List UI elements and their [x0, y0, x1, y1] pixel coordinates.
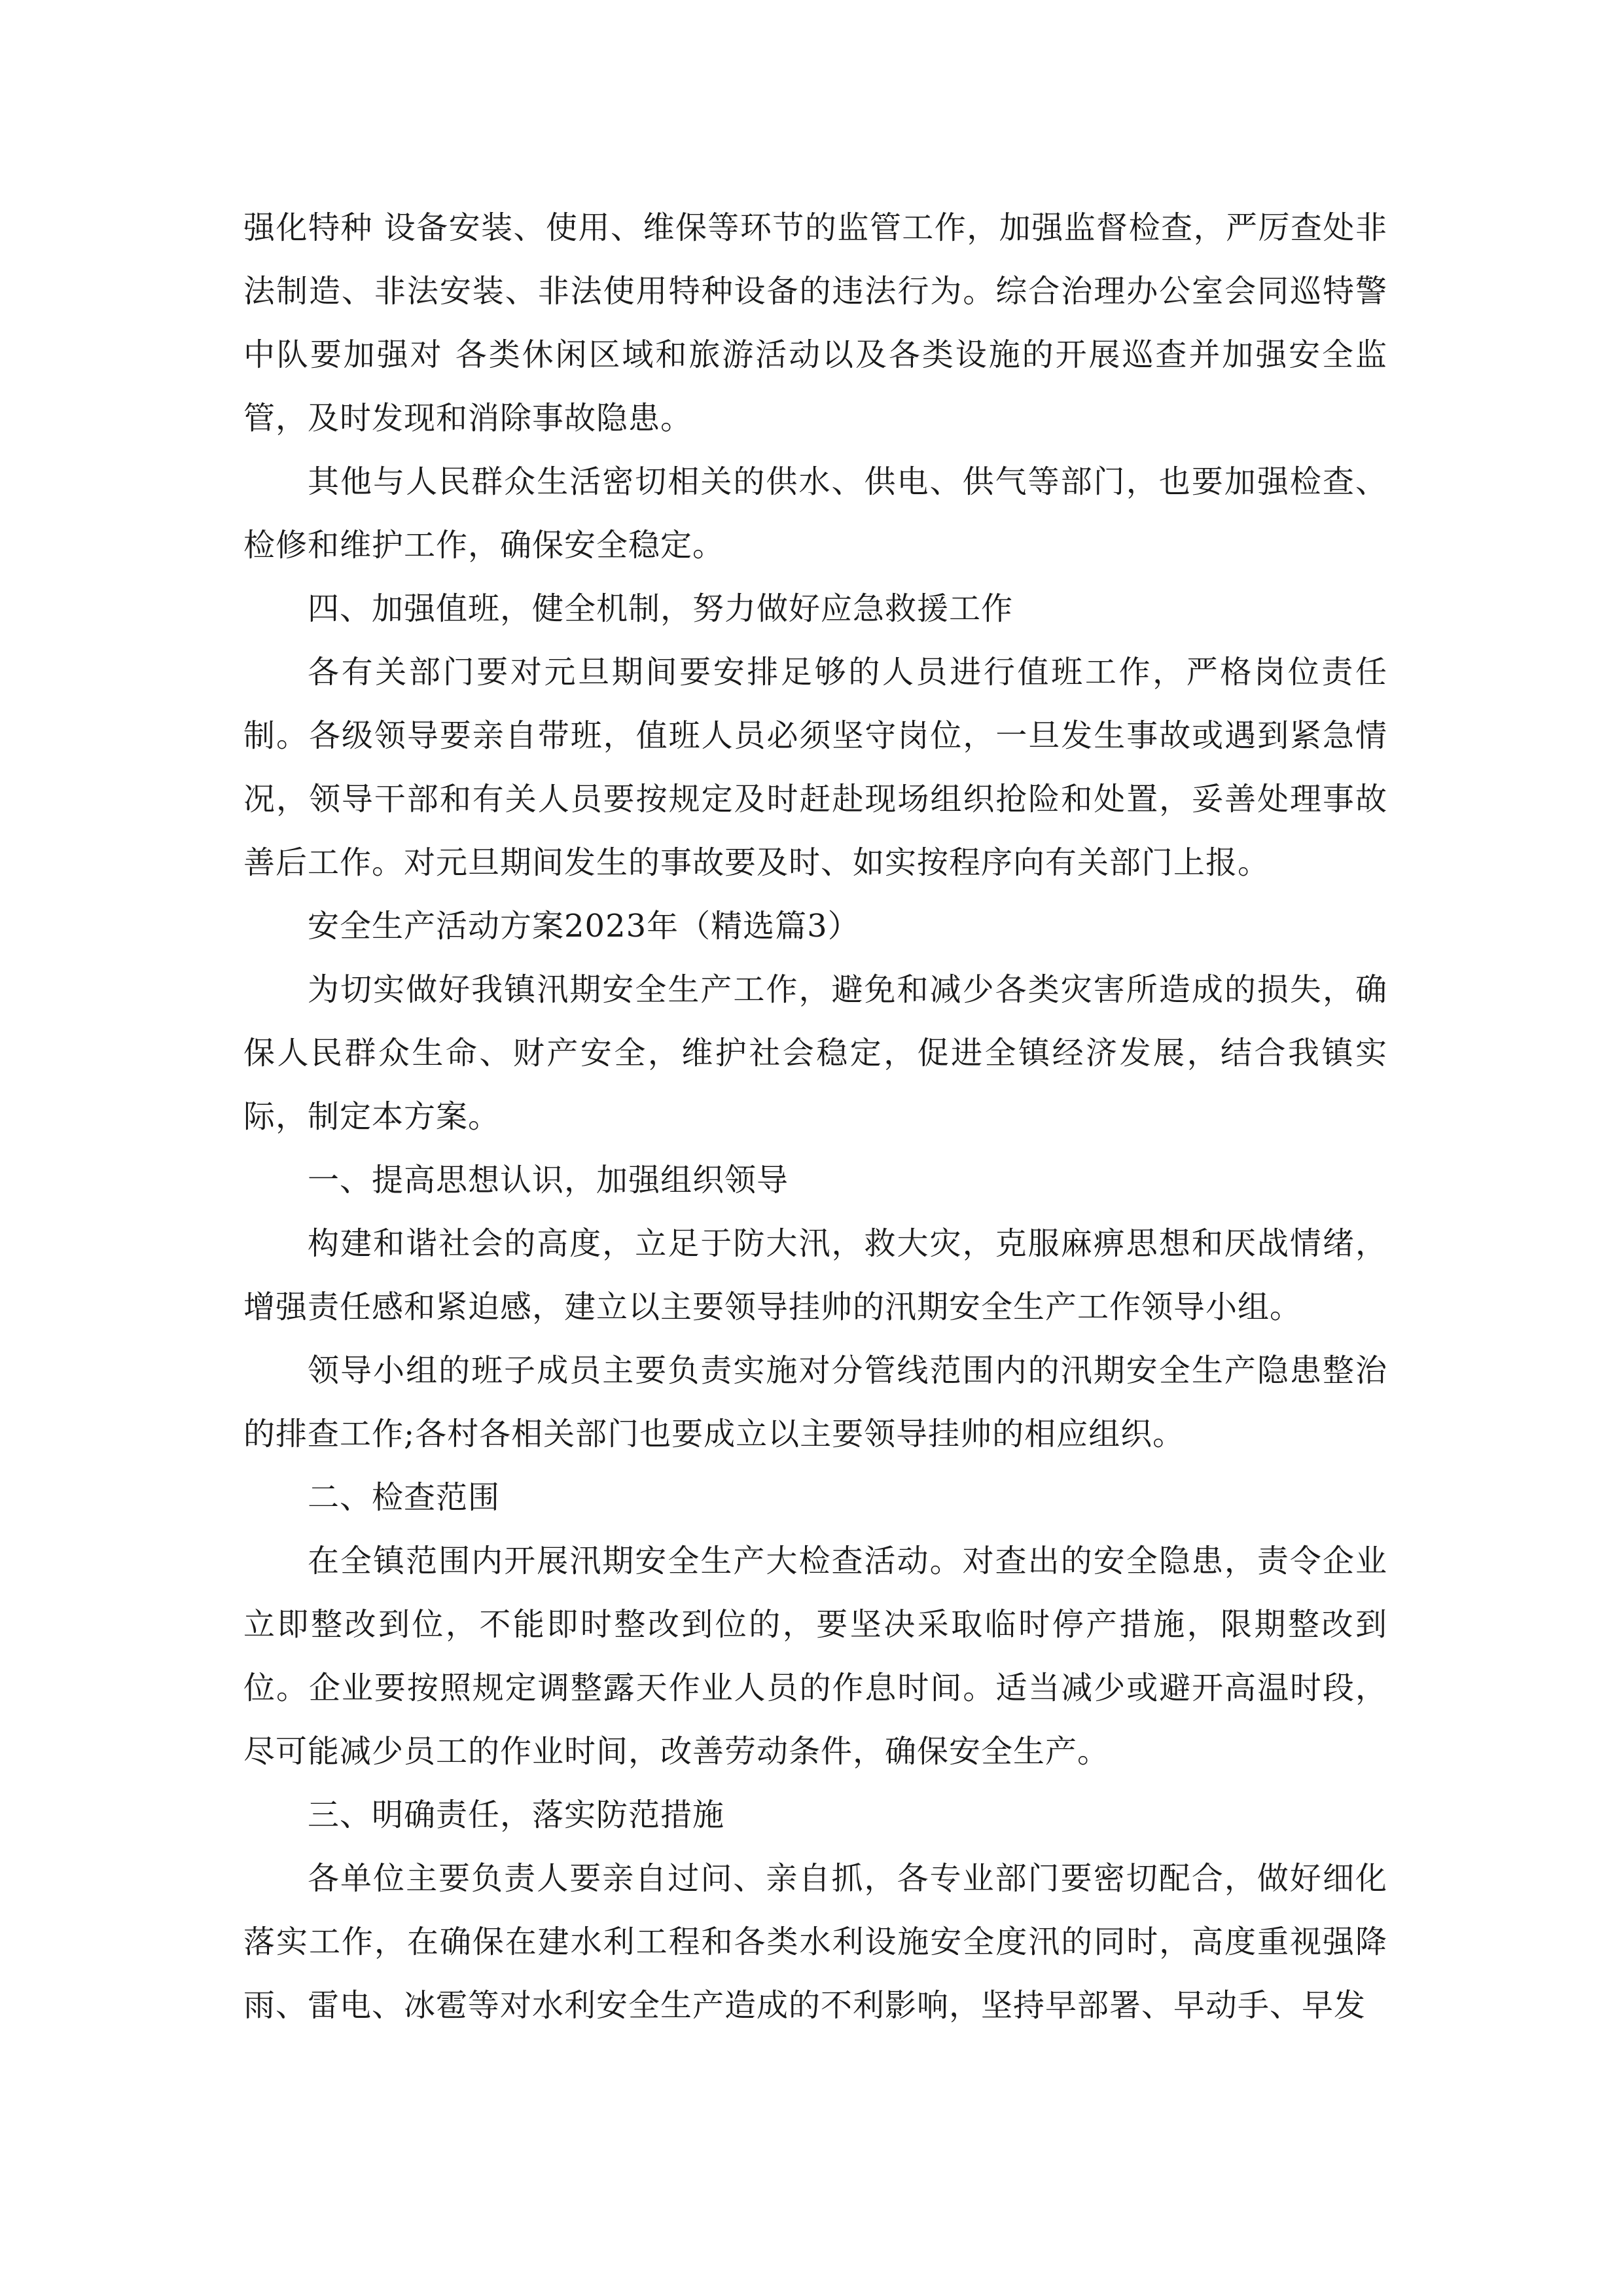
paragraph-special-equipment: 强化特种 设备安装、使用、维保等环节的监管工作，加强监督检查，严厉查处非法制造、非法安装、非法使用特种设备的违法行为。综合治理办公室会同巡特警中队要加强对 各类休闲区域和旅游活动以及各类设施的开展巡查并加强安全监管，及时发现和消除事故隐患。: [243, 209, 1387, 437]
paragraph-inspection-scope: 在全镇范围内开展汛期安全生产大检查活动。对查出的安全隐患，责令企业立即整改到位，不能即时整改到位的，要坚决采取临时停产措施，限期整改到位。企业要按照规定调整露天作业人员的作息时间。适当减少或避开高温时段，尽可能减少员工的作业时间，改善劳动条件，确保安全生产。: [243, 1543, 1387, 1770]
paragraph-leadership-group: 领导小组的班子成员主要负责实施对分管线范围内的汛期安全生产隐患整治的排查工作;各村各相关部门也要成立以主要领导挂帅的相应组织。: [243, 1352, 1387, 1452]
paragraph-duty-roster: 各有关部门要对元旦期间要安排足够的人员进行值班工作，严格岗位责任制。各级领导要亲自带班，值班人员必须坚守岗位，一旦发生事故或遇到紧急情况，领导干部和有关人员要按规定及时赶赴现场组织抢险和处置，妥善处理事故善后工作。对元旦期间发生的事故要及时、如实按程序向有关部门上报。: [243, 654, 1387, 881]
paragraph-utilities: 其他与人民群众生活密切相关的供水、供电、供气等部门，也要加强检查、检修和维护工作，确保安全稳定。: [243, 463, 1387, 564]
paragraph-responsibilities: 各单位主要负责人要亲自过问、亲自抓，各专业部门要密切配合，做好细化落实工作，在确保在建水利工程和各类水利设施安全度汛的同时，高度重视强降雨、雷电、冰雹等对水利安全生产造成的不利影响，坚持早部署、早动手、早发: [243, 1860, 1387, 2024]
heading-section-2: 二、检查范围: [308, 1479, 501, 1516]
document-body: [243, 196, 1387, 2037]
heading-section-1: 一、提高思想认识，加强组织领导: [308, 1162, 789, 1198]
heading-section-3: 三、明确责任，落实防范措施: [308, 1797, 725, 1833]
paragraph-intro: 为切实做好我镇汛期安全生产工作，避免和减少各类灾害所造成的损失，确保人民群众生命、财产安全，维护社会稳定，促进全镇经济发展，结合我镇实际，制定本方案。: [243, 971, 1387, 1135]
heading-section-4: 四、加强值班，健全机制，努力做好应急救援工作: [308, 590, 1014, 627]
heading-article-3: 安全生产活动方案2023年（精选篇3）: [308, 908, 860, 944]
paragraph-harmony: 构建和谐社会的高度，立足于防大汛，救大灾，克服麻痹思想和厌战情绪，增强责任感和紧迫感，建立以主要领导挂帅的汛期安全生产工作领导小组。: [243, 1225, 1387, 1325]
